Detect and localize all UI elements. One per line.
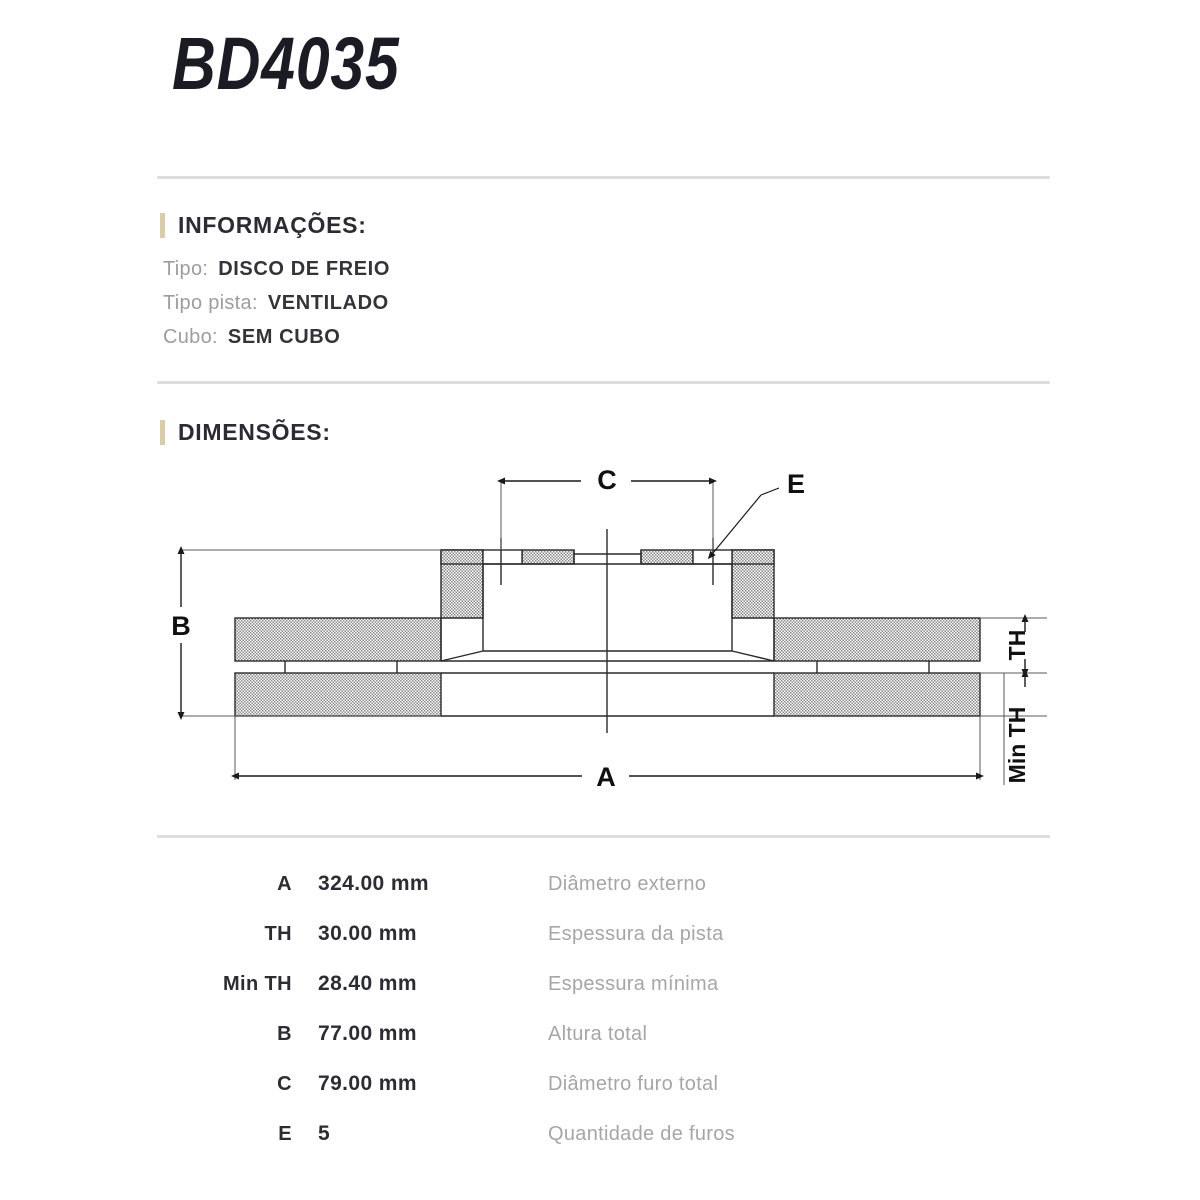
dimension-code: A: [277, 873, 292, 895]
table-row: [200, 972, 960, 1022]
dimension-desc: Quantidade de furos: [548, 1123, 735, 1145]
dimension-label-a: A: [596, 762, 616, 792]
table-row: [200, 1022, 960, 1072]
dimension-desc: Diâmetro externo: [548, 873, 707, 895]
dimension-label-min-th: Min TH: [1004, 706, 1030, 784]
accent-bar-icon: [160, 420, 165, 445]
dimension-value: 79.00 mm: [318, 1072, 417, 1095]
divider-top: [157, 176, 1050, 179]
section-header-dimensoes: [160, 419, 331, 446]
dimension-code: C: [277, 1073, 292, 1095]
info-value: SEM CUBO: [227, 326, 341, 348]
dimension-value: 77.00 mm: [318, 1022, 417, 1045]
info-value: DISCO DE FREIO: [218, 258, 390, 280]
info-row: [163, 258, 390, 292]
dimension-label-b: B: [171, 611, 191, 641]
dimension-desc: Espessura mínima: [548, 973, 719, 995]
info-label: Cubo:: [163, 326, 218, 348]
info-row: [163, 326, 390, 360]
info-row: [163, 292, 390, 326]
dimension-value: 5: [318, 1122, 331, 1145]
dimension-code: Min TH: [222, 973, 292, 995]
page-title: BD4035: [172, 22, 400, 105]
dimension-value: 324.00 mm: [318, 872, 430, 895]
divider-bottom: [157, 835, 1050, 838]
dimension-code: TH: [264, 923, 292, 945]
table-row: [200, 872, 960, 922]
table-row: [200, 1122, 960, 1172]
dimension-label-c: C: [597, 465, 617, 495]
dimension-desc: Espessura da pista: [548, 923, 724, 945]
dimension-desc: Diâmetro furo total: [548, 1073, 719, 1095]
dimension-label-th: TH: [1004, 629, 1030, 661]
dimensions-table: [200, 872, 960, 1172]
table-row: [200, 1072, 960, 1122]
info-label: Tipo:: [163, 258, 209, 280]
dimension-desc: Altura total: [548, 1023, 648, 1045]
info-label: Tipo pista:: [163, 292, 258, 314]
dimension-code: E: [278, 1123, 292, 1145]
info-list: [163, 258, 390, 360]
section-header-informacoes: [160, 212, 367, 239]
table-row: [200, 922, 960, 972]
divider-middle: [157, 381, 1050, 384]
dimension-label-e: E: [787, 469, 806, 499]
section-title-dimensoes: DIMENSÕES:: [178, 419, 331, 445]
accent-bar-icon: [160, 213, 165, 238]
brake-disc-cross-section-drawing: [157, 455, 1057, 830]
info-value: VENTILADO: [267, 292, 389, 314]
dimension-value: 28.40 mm: [318, 972, 417, 995]
dimension-value: 30.00 mm: [318, 922, 417, 945]
section-title-informacoes: INFORMAÇÕES:: [178, 212, 367, 238]
dimension-code: B: [277, 1023, 292, 1045]
